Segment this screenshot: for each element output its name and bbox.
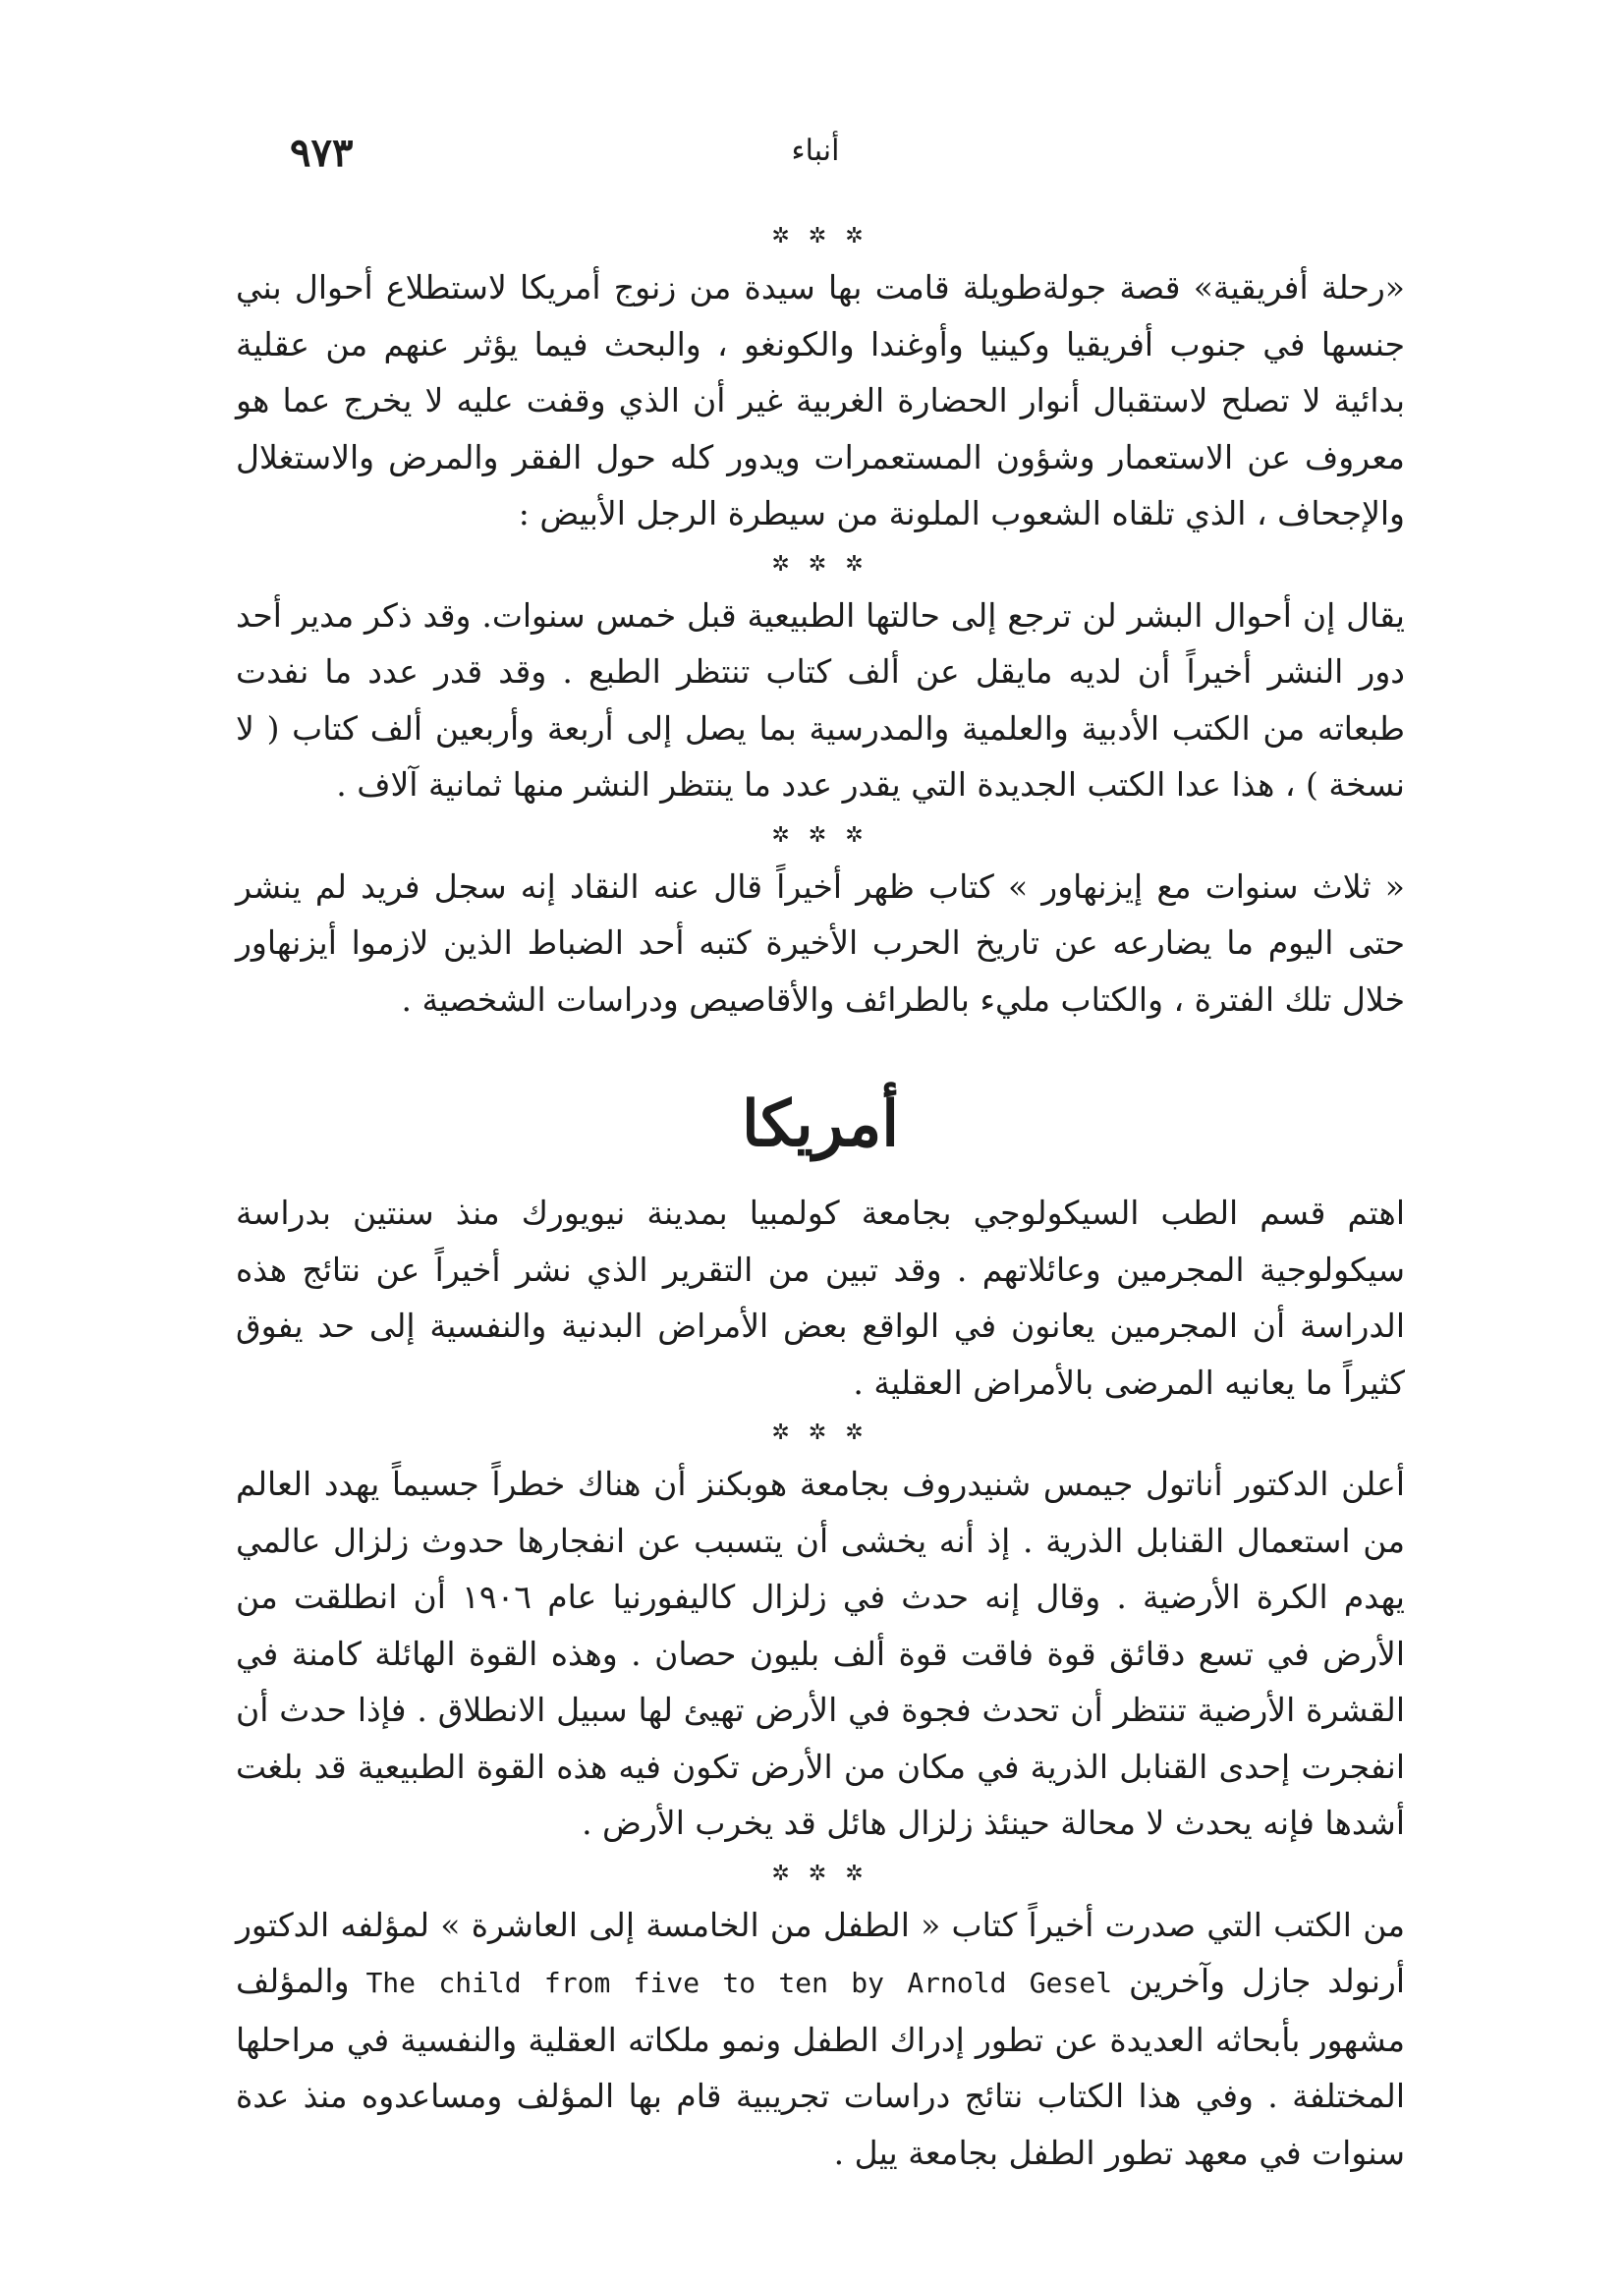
article-body bbox=[236, 216, 1405, 2189]
section-divider-ornament: ✲ ✲ ✲ bbox=[771, 1861, 869, 1886]
child-book-text-start: من الكتب التي صدرت أخيراً كتاب « الطفل من الخامسة إلى العاشرة » لمؤلفه الدكتور أرنولد جازل وآخرين bbox=[236, 1905, 1406, 2000]
paragraph-columbia-study: اهتم قسم الطب السيكولوجي بجامعة كولمبيا بمدينة نيويورك منذ سنتين بدراسة سيكولوجية المجرمين وعائلاتهم . وقد تبين من التقرير الذي نشر أخيراً عن نتائج هذه الدراسة أن المجرمين يعانون في الواقع بعض الأمراض البدنية والنفسية إلى حد يفوق كثيراً ما يعانيه المرضى بالأمراض العقلية . bbox=[236, 1194, 1405, 1402]
paragraph-publishing: يقال إن أحوال البشر لن ترجع إلى حالتها الطبيعية قبل خمس سنوات. وقد ذكر مدير أحد دور النشر أخيراً أن لديه مايقل عن ألف كتاب تنتظر الطبع . وقد قدر عدد ما نفدت طبعاته من الكتب الأدبية والعلمية والمدرسية بما يصل إلى أربعة وأربعين ألف كتاب ( لا نسخة ) ، هذا عدا الكتب الجديدة التي يقدر عدد ما ينتظر النشر منها ثمانية آلاف . bbox=[236, 595, 1405, 804]
paragraph-child-book bbox=[236, 1897, 1405, 2182]
section-title-america: أمريكا bbox=[741, 1087, 900, 1161]
child-book-text-end: والمؤلف مشهور بأبحاثه العديدة عن تطور إدراك الطفل ونمو ملكاته العقلية والنفسية في مراحلها المختلفة . وفي هذا الكتاب نتائج دراسات تجريبية قام بها المؤلف ومساعدوه منذ عدة سنوات في معهد تطور الطفل بجامعة ييل . bbox=[236, 1962, 1405, 2172]
running-title: أنباء bbox=[791, 134, 840, 168]
latin-book-title: The child from five to ten by Arnold Gesel bbox=[365, 1967, 1113, 1999]
section-divider-ornament: ✲ ✲ ✲ bbox=[771, 1421, 869, 1445]
page-number: ٩٧٣ bbox=[290, 130, 354, 176]
section-divider-ornament: ✲ ✲ ✲ bbox=[771, 551, 869, 577]
paragraph-african-journey: «رحلة أفريقية» قصة جولةطويلة قامت بها سيدة من زنوج أمريكا لاستطلاع أحوال بني جنسها في جنوب أفريقيا وكينيا وأوغندا والكونغو ، والبحث فيما يؤثر عنهم من عقلية بدائية لا تصلح لاستقبال أنوار الحضارة الغربية غير أن الذي وقفت عليه لا يخرج عما هو معروف عن الاستعمار وشؤون المستعمرات ويدور كله حول الفقر والمرض والاستغلال والإجحاف ، الذي تلقاه الشعوب الملونة من سيطرة الرجل الأبيض : bbox=[236, 268, 1405, 532]
section-divider-ornament: ✲ ✲ ✲ bbox=[771, 224, 869, 249]
paragraph-eisenhower-book: « ثلاث سنوات مع إيزنهاور » كتاب ظهر أخيراً قال عنه النقاد إنه سجل فريد لم ينشر حتى اليوم ما يضارعه عن تاريخ الحرب الأخيرة كتبه أحد الضباط الذين لازموا أيزنهاور خلال تلك الفترة ، والكتاب مليء بالطرائف والأقاصيص ودراسات الشخصية . bbox=[236, 866, 1405, 1019]
paragraph-atomic-earthquake: أعلن الدكتور أناتول جيمس شنيدروف بجامعة هوبكنز أن هناك خطراً جسيماً يهدد العالم من استعمال القنابل الذرية . إذ أنه يخشى أن يتسبب عن انفجارها حدوث زلزال عالمي يهدم الكرة الأرضية . وقال إنه حدث في زلزال كاليفورنيا عام ١٩٠٦ أن انطلقت من الأرض في تسع دقائق قوة فاقت قوة ألف بليون حصان . وهذه القوة الهائلة كامنة في القشرة الأرضية تنتظر أن تحدث فجوة في الأرض تهيئ لها سبيل الانطلاق . فإذا حدث أن انفجرت إحدى القنابل الذرية في مكان من الأرض تكون فيه هذه القوة الطبيعية قد بلغت أشدها فإنه يحدث لا محالة حينئذ زلزال هائل قد يخرب الأرض . bbox=[236, 1465, 1406, 1842]
page-header bbox=[236, 130, 1395, 189]
section-divider-ornament: ✲ ✲ ✲ bbox=[771, 822, 869, 848]
